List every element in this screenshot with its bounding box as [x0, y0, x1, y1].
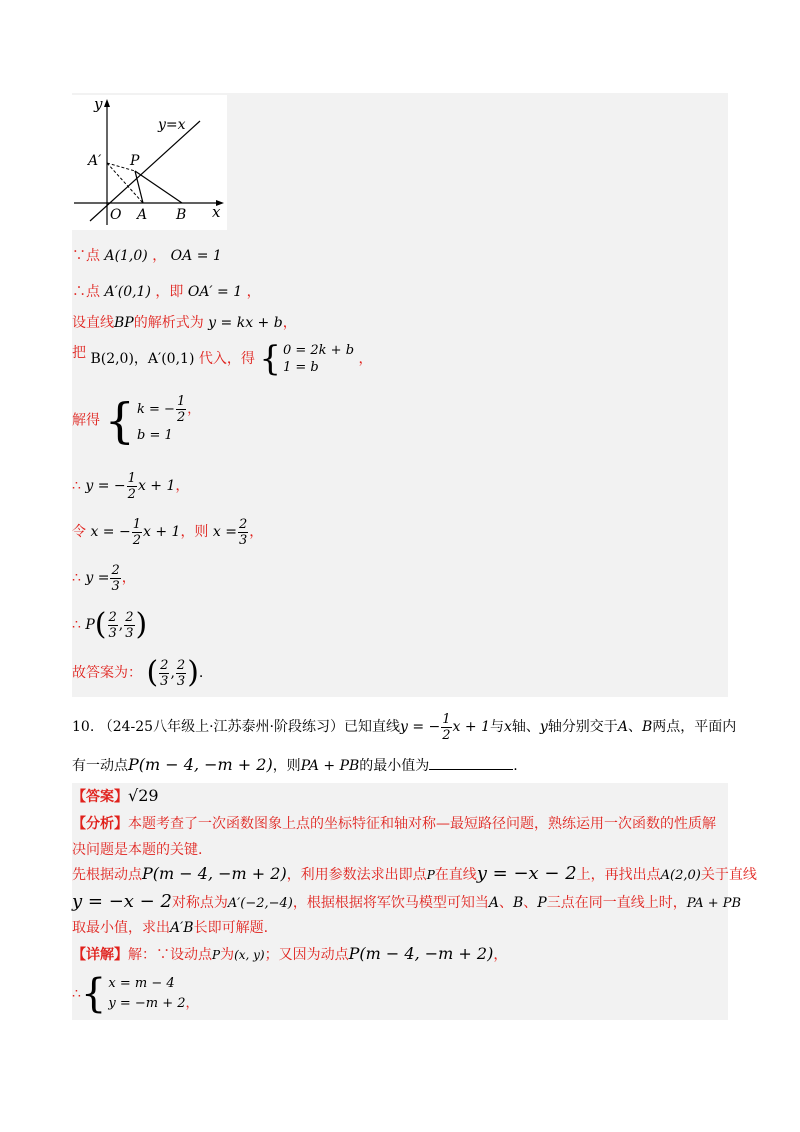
analysis-line-5: 取最小值，求出A′B长即可解题. — [72, 920, 269, 936]
solution-line-6: ∴ y = − $\frac{1}{2}$ x + 1， — [72, 470, 190, 502]
solution-line-4: 把 B(2,0)，A′(0,1) 代入，得 { 0 = 2k + b 1 = b ， — [72, 339, 373, 379]
label-o: O — [110, 207, 122, 223]
label-b: B — [176, 207, 187, 223]
analysis-line-4: y = −x − 2对称点为A′(−2,−4)，根据根据将军饮马模型可知当A、B、P三点在同一直线上时，PA + PB — [72, 891, 742, 912]
label-a-prime: A′ — [88, 153, 102, 169]
answer-blank[interactable] — [429, 755, 513, 770]
answer-line — [72, 786, 159, 807]
solution-line-2: ∴点 A′(0,1) ，即 OA′ = 1 ， — [72, 284, 261, 300]
solution-line-8: ∴ y = $\frac{2}{3}$ ， — [72, 562, 136, 594]
solution-line-10: 故答案为： ( $\frac{2}{3}$ , $\frac{2}{3}$ ). — [72, 655, 204, 690]
label-y-axis: y — [94, 95, 103, 113]
solution-line-7: 令 x = − $\frac{1}{2}$ x + 1，则 x = $\frac{2}{3}$ ， — [72, 516, 264, 548]
detail-line-2: ∴{ x = m − 4 y = −m + 2， — [72, 971, 199, 1017]
analysis-line-2: 决问题是本题的关键. — [72, 842, 203, 858]
solution-line-9: ∴ P( $\frac{2}{3}$ , $\frac{2}{3}$ ) — [72, 607, 148, 642]
answer-value: √29 — [128, 786, 159, 805]
solution-line-1: ∵点 A(1,0) ， OA = 1 — [72, 248, 222, 264]
analysis-line-3: 先根据动点P(m − 4, −m + 2)，利用参数法求出即点P在直线y = −x − 2上，再找出点A(2,0)关于直线 — [72, 863, 757, 884]
label-line: y=x — [158, 117, 186, 133]
solution-line-3: 设直线BP的解析式为 y = kx + b， — [72, 315, 297, 331]
analysis-line-1: 【分析】本题考查了一次函数图象上点的坐标特征和轴对称—最短路径问题，熟练运用一次函数的性质解 — [72, 816, 716, 832]
question-10-line-1: 10. （24-25八年级上·江苏泰州·阶段练习）已知直线y = − $\frac{1}{2}$ x + 1与x轴、y轴分别交于A、B两点，平面内 — [72, 711, 737, 743]
solution-line-5: 解得 { k = − $\frac{1}{2}$ ， b = 1 — [72, 392, 201, 449]
label-a: A — [137, 207, 148, 223]
label-x-axis: x — [212, 203, 221, 221]
detail-line-1: 【详解】解：∵设动点P为(x, y)；又因为动点P(m − 4, −m + 2)， — [72, 944, 508, 963]
label-p: P — [130, 153, 140, 169]
answer-tag: 【答案】 — [72, 789, 128, 805]
question-10-line-2: 有一动点P(m − 4, −m + 2)，则PA + PB的最小值为 . — [72, 755, 518, 774]
coordinate-figure — [72, 95, 227, 230]
